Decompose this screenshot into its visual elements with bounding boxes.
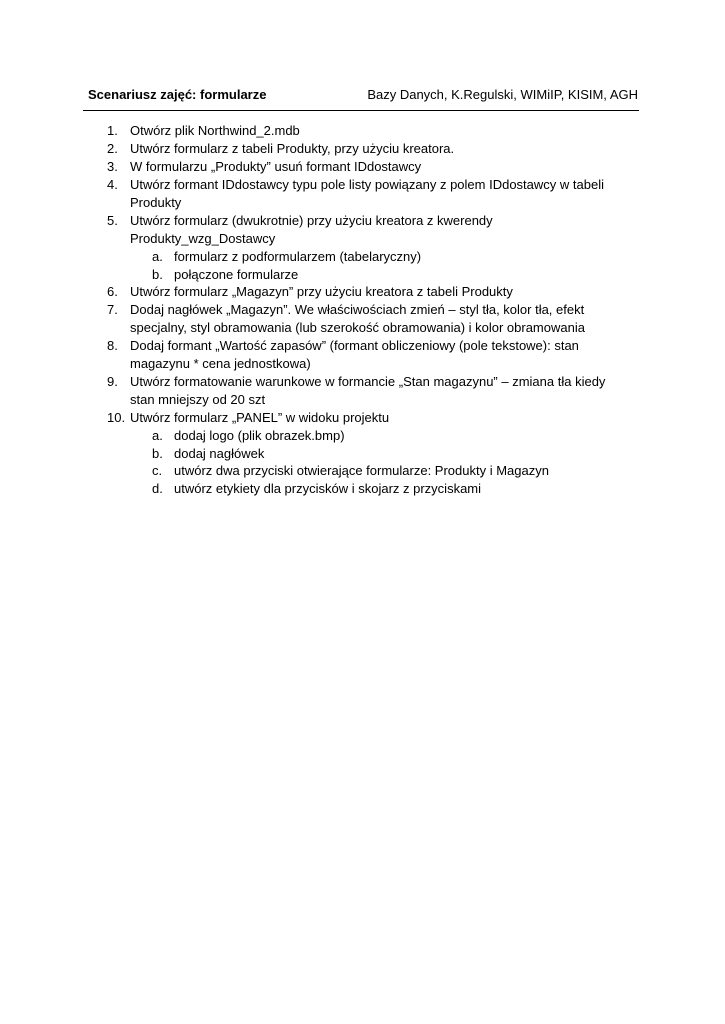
subtask-letter: b. (152, 266, 163, 282)
subtask-item (130, 480, 630, 498)
header-divider (83, 110, 639, 111)
subtask-text: połączone formularze (174, 266, 299, 282)
task-text: Dodaj formant „Wartość zapasów” (formant obliczeniowy (pole tekstowe): stan magazynu * cena jednostkowa) (130, 338, 579, 371)
subtask-text: dodaj nagłówek (174, 445, 265, 461)
task-number: 4. (107, 177, 118, 192)
task-item (0, 176, 630, 212)
task-text: Dodaj nagłówek „Magazyn”. We właściwościach zmień – styl tła, kolor tła, efekt specjalny, styl obramowania (lub szerokość obramowania) i kolor obramowania (130, 302, 585, 335)
subtask-list (130, 427, 630, 497)
document-title: Scenariusz zajęć: formularze (88, 87, 267, 102)
subtask-letter: c. (152, 463, 163, 478)
subtask-text: utwórz etykiety dla przycisków i skojarz z przyciskami (174, 480, 482, 496)
subtask-text: formularz z podformularzem (tabelaryczny) (174, 249, 422, 264)
subtask-item (130, 427, 630, 445)
task-item (0, 158, 630, 176)
task-number: 2. (107, 141, 118, 156)
subtask-item (130, 266, 630, 284)
page-header (88, 87, 638, 105)
task-text: Otwórz plik Northwind_2.mdb (130, 123, 300, 138)
task-text: Utwórz formularz „PANEL” w widoku projektu (130, 410, 390, 425)
task-item (0, 373, 630, 409)
task-number: 3. (107, 159, 118, 174)
task-text: Utwórz formularz „Magazyn” przy użyciu kreatora z tabeli Produkty (130, 284, 513, 299)
task-number: 5. (107, 213, 118, 228)
subtask-list (130, 248, 630, 283)
course-info: Bazy Danych, K.Regulski, WIMiIP, KISIM, AGH (367, 87, 638, 102)
subtask-item (130, 462, 630, 480)
task-number: 7. (107, 302, 118, 317)
subtask-item (130, 445, 630, 463)
subtask-letter: a. (152, 428, 163, 443)
task-number: 10. (107, 410, 126, 425)
task-item (0, 337, 630, 373)
task-number: 9. (107, 374, 118, 389)
task-number: 1. (107, 123, 118, 138)
task-text: Utwórz formatowanie warunkowe w formancie „Stan magazynu” – zmiana tła kiedy stan mniejszy od 20 szt (130, 374, 606, 407)
task-item (0, 122, 630, 140)
task-item (0, 212, 630, 283)
subtask-letter: b. (152, 445, 163, 461)
task-item (0, 140, 630, 158)
task-text: Utwórz formularz z tabeli Produkty, przy użyciu kreatora. (130, 141, 455, 156)
subtask-item (130, 248, 630, 266)
task-number: 8. (107, 338, 118, 353)
task-item (0, 301, 630, 337)
subtask-letter: a. (152, 249, 163, 264)
task-item (0, 283, 630, 301)
subtask-letter: d. (152, 480, 163, 496)
task-text: Utwórz formularz (dwukrotnie) przy użyciu kreatora z kwerendy Produkty_wzg_Dostawcy (130, 213, 493, 246)
task-text: Utwórz formant IDdostawcy typu pole listy powiązany z polem IDdostawcy w tabeli Produkty (130, 177, 604, 210)
subtask-text: dodaj logo (plik obrazek.bmp) (174, 428, 345, 443)
task-text: W formularzu „Produkty” usuń formant IDdostawcy (130, 159, 422, 174)
task-number: 6. (107, 284, 118, 299)
task-item (0, 409, 630, 497)
task-list (0, 122, 725, 497)
subtask-text: utwórz dwa przyciski otwierające formularze: Produkty i Magazyn (174, 463, 549, 478)
